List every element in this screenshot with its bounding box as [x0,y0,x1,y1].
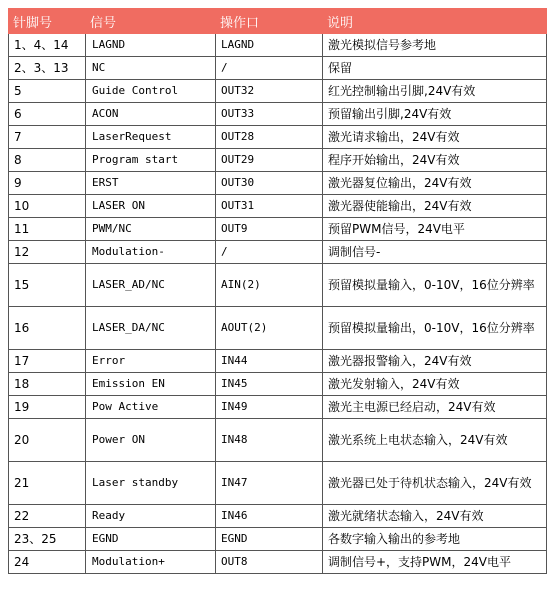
signal-cell: PWM/NC [86,218,216,241]
signal-cell: Laser standby [86,462,216,505]
pin-cell: 7 [9,126,86,149]
table-row [9,551,547,574]
signal-cell: LAGND [86,34,216,57]
table-row [9,307,547,350]
port-cell: IN48 [216,419,323,462]
port-cell: IN47 [216,462,323,505]
pin-cell: 17 [9,350,86,373]
table-row [9,373,547,396]
port-cell: OUT8 [216,551,323,574]
pin-definition-table [8,8,547,574]
pin-cell: 15 [9,264,86,307]
pin-cell: 8 [9,149,86,172]
signal-cell: LaserRequest [86,126,216,149]
table-row [9,350,547,373]
port-cell: IN45 [216,373,323,396]
header-row [9,9,547,34]
pin-cell: 12 [9,241,86,264]
header-port: 操作口 [216,9,323,34]
signal-cell: NC [86,57,216,80]
description-cell: 激光主电源已经启动，24V有效 [323,396,547,419]
table-row [9,172,547,195]
port-cell: OUT33 [216,103,323,126]
port-cell: LAGND [216,34,323,57]
table-row [9,149,547,172]
pin-cell: 6 [9,103,86,126]
description-cell: 预留模拟量输入，0-10V，16位分辨率 [323,264,547,307]
port-cell: OUT9 [216,218,323,241]
table-row [9,195,547,218]
signal-cell: Pow Active [86,396,216,419]
signal-cell: Error [86,350,216,373]
description-cell: 激光发射输入，24V有效 [323,373,547,396]
port-cell: / [216,57,323,80]
pin-cell: 5 [9,80,86,103]
signal-cell: Power ON [86,419,216,462]
port-cell: IN49 [216,396,323,419]
pin-cell: 22 [9,505,86,528]
table-row [9,396,547,419]
description-cell: 程序开始输出，24V有效 [323,149,547,172]
port-cell: AIN(2) [216,264,323,307]
pin-cell: 20 [9,419,86,462]
port-cell: IN46 [216,505,323,528]
port-cell: OUT28 [216,126,323,149]
signal-cell: Ready [86,505,216,528]
table-row [9,528,547,551]
header-description: 说明 [323,9,547,34]
port-cell: OUT30 [216,172,323,195]
table-row [9,126,547,149]
port-cell: / [216,241,323,264]
description-cell: 激光就绪状态输入，24V有效 [323,505,547,528]
description-cell: 预留PWM信号，24V电平 [323,218,547,241]
description-cell: 激光请求输出，24V有效 [323,126,547,149]
description-cell: 红光控制输出引脚,24V有效 [323,80,547,103]
port-cell: EGND [216,528,323,551]
description-cell: 预留模拟量输出，0-10V，16位分辨率 [323,307,547,350]
pin-cell: 24 [9,551,86,574]
table-row [9,264,547,307]
table-row [9,57,547,80]
signal-cell: Modulation+ [86,551,216,574]
port-cell: OUT31 [216,195,323,218]
description-cell: 激光器已处于待机状态输入，24V有效 [323,462,547,505]
pin-cell: 19 [9,396,86,419]
port-cell: IN44 [216,350,323,373]
table-row [9,80,547,103]
table-row [9,241,547,264]
pin-cell: 23、25 [9,528,86,551]
signal-cell: Guide Control [86,80,216,103]
signal-cell: EGND [86,528,216,551]
signal-cell: Modulation- [86,241,216,264]
description-cell: 各数字输入输出的参考地 [323,528,547,551]
table-header [9,9,547,34]
pin-cell: 2、3、13 [9,57,86,80]
description-cell: 激光模拟信号参考地 [323,34,547,57]
description-cell: 激光器报警输入，24V有效 [323,350,547,373]
header-pin: 针脚号 [9,9,86,34]
table-row [9,218,547,241]
port-cell: OUT29 [216,149,323,172]
signal-cell: LASER ON [86,195,216,218]
pin-cell: 16 [9,307,86,350]
signal-cell: ERST [86,172,216,195]
signal-cell: ACON [86,103,216,126]
description-cell: 激光器复位输出，24V有效 [323,172,547,195]
pin-cell: 9 [9,172,86,195]
description-cell: 调制信号- [323,241,547,264]
table-row [9,103,547,126]
pin-cell: 11 [9,218,86,241]
pin-cell: 10 [9,195,86,218]
port-cell: AOUT(2) [216,307,323,350]
pin-cell: 18 [9,373,86,396]
header-signal: 信号 [86,9,216,34]
pin-cell: 1、4、14 [9,34,86,57]
description-cell: 激光器使能输出，24V有效 [323,195,547,218]
table-row [9,462,547,505]
table-row [9,419,547,462]
table-body [9,34,547,574]
signal-cell: LASER_AD/NC [86,264,216,307]
description-cell: 保留 [323,57,547,80]
description-cell: 预留输出引脚,24V有效 [323,103,547,126]
signal-cell: LASER_DA/NC [86,307,216,350]
signal-cell: Program start [86,149,216,172]
description-cell: 调制信号+，支持PWM，24V电平 [323,551,547,574]
table-row [9,505,547,528]
port-cell: OUT32 [216,80,323,103]
description-cell: 激光系统上电状态输入，24V有效 [323,419,547,462]
pin-cell: 21 [9,462,86,505]
table-row [9,34,547,57]
signal-cell: Emission EN [86,373,216,396]
